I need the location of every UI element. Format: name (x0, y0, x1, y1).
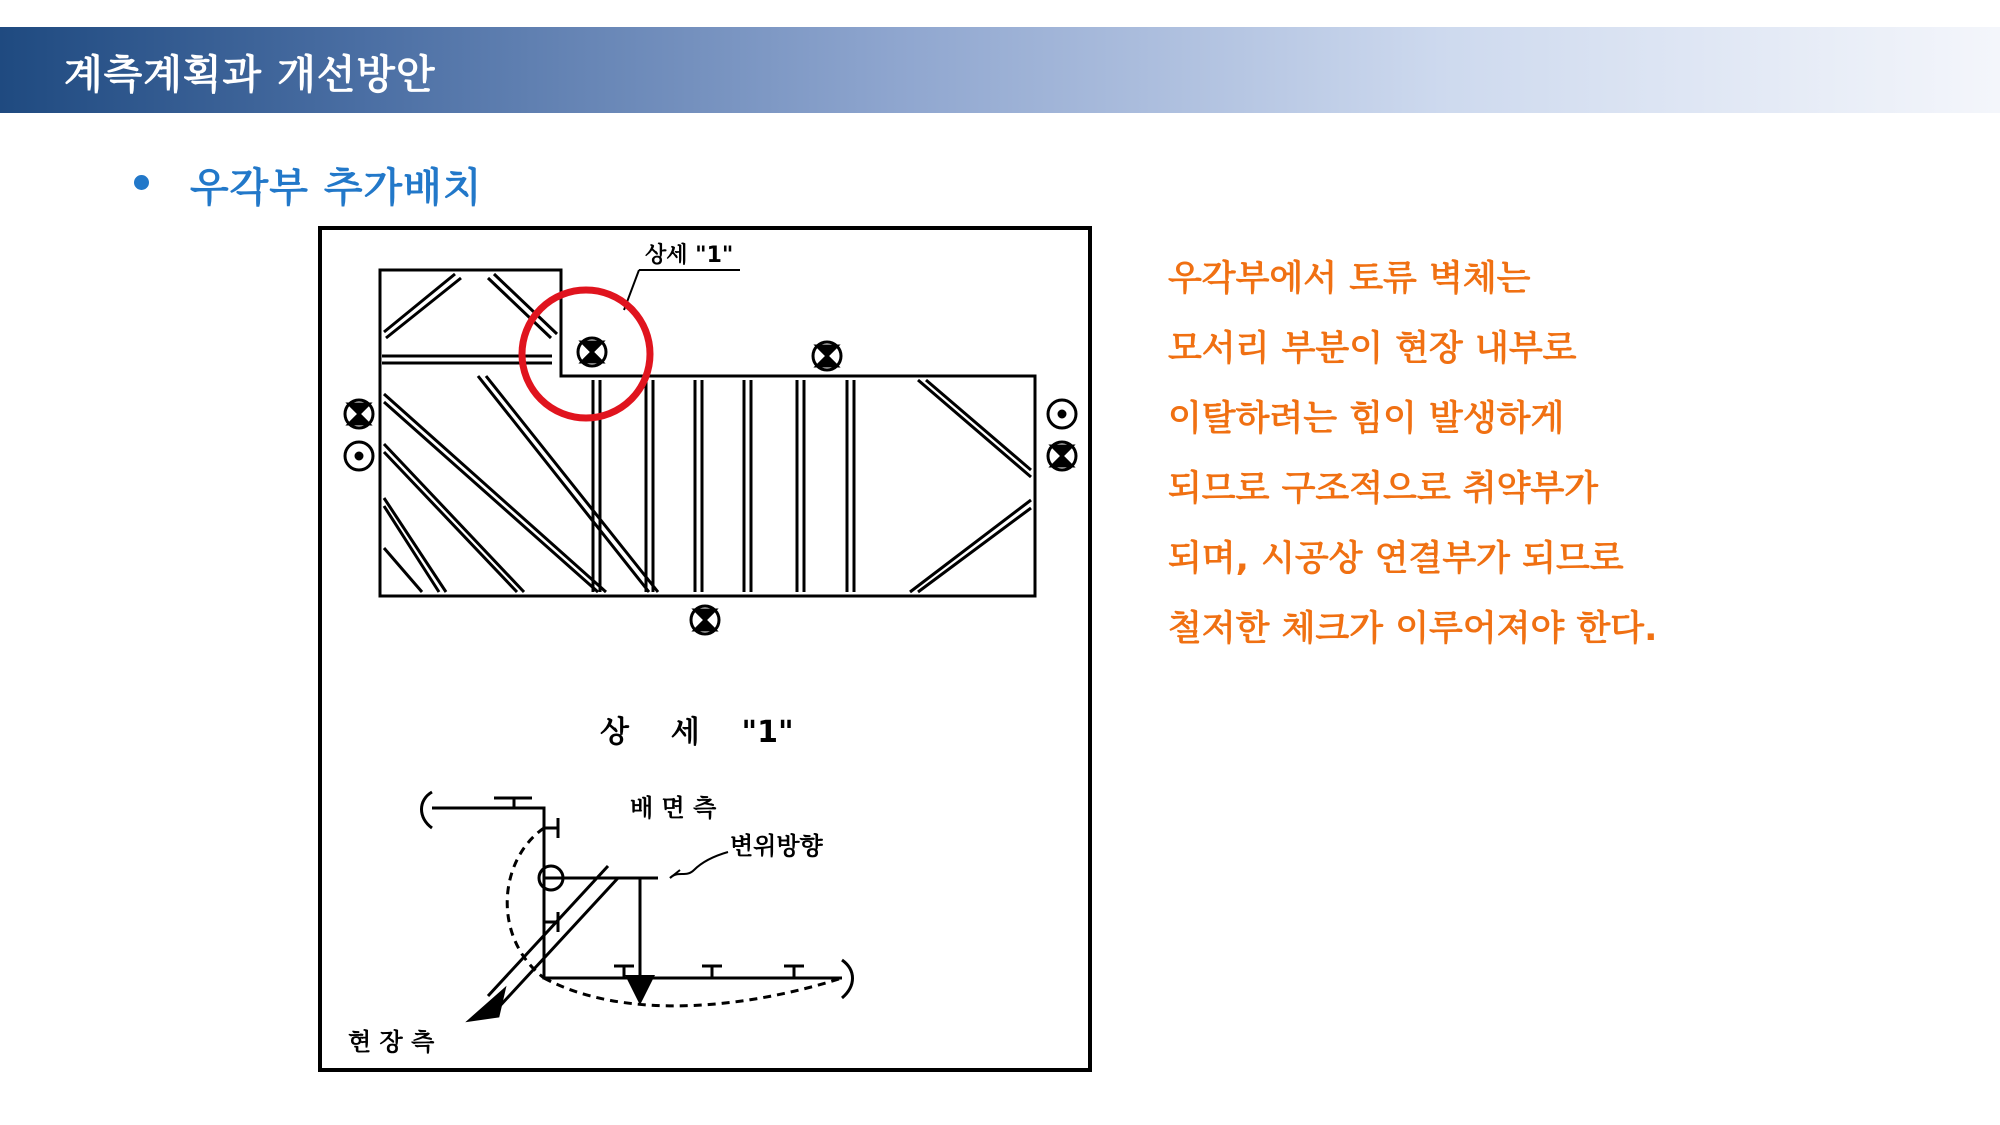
description-line: 철저한 체크가 이루어져야 한다. (1168, 609, 1658, 649)
description-line: 모서리 부분이 현장 내부로 (1168, 329, 1577, 369)
corner-struts-right (910, 380, 1031, 592)
excavation-outline (380, 270, 1035, 596)
detail-section-drawing (422, 792, 853, 1020)
detail-callout-label: 상세 "1" (645, 243, 734, 268)
section-heading-text: 우각부 추가배치 (190, 165, 483, 211)
plan-drawing-figure (318, 226, 1092, 1072)
description-line: 되며, 시공상 연결부가 되므로 (1168, 539, 1624, 579)
detail-title: 상 세 "1" (600, 715, 794, 750)
label-site-side: 현 장 측 (348, 1028, 435, 1056)
description-line: 이탈하려는 힘이 발생하게 (1168, 399, 1565, 439)
title-bar (0, 27, 2000, 113)
page-title: 계측계획과 개선방안 (64, 52, 436, 98)
description-text (1168, 248, 1968, 668)
label-displacement: 변위방향 (730, 832, 823, 860)
label-back-side: 배 면 측 (630, 794, 717, 822)
inclinometer-markers (345, 338, 1076, 634)
water-level-markers (345, 400, 1076, 470)
plan-drawing (322, 230, 1088, 1068)
bullet-icon (134, 175, 149, 190)
description-line: 되므로 구조적으로 취약부가 (1168, 469, 1599, 509)
description-line: 우각부에서 토류 벽체는 (1168, 259, 1531, 299)
